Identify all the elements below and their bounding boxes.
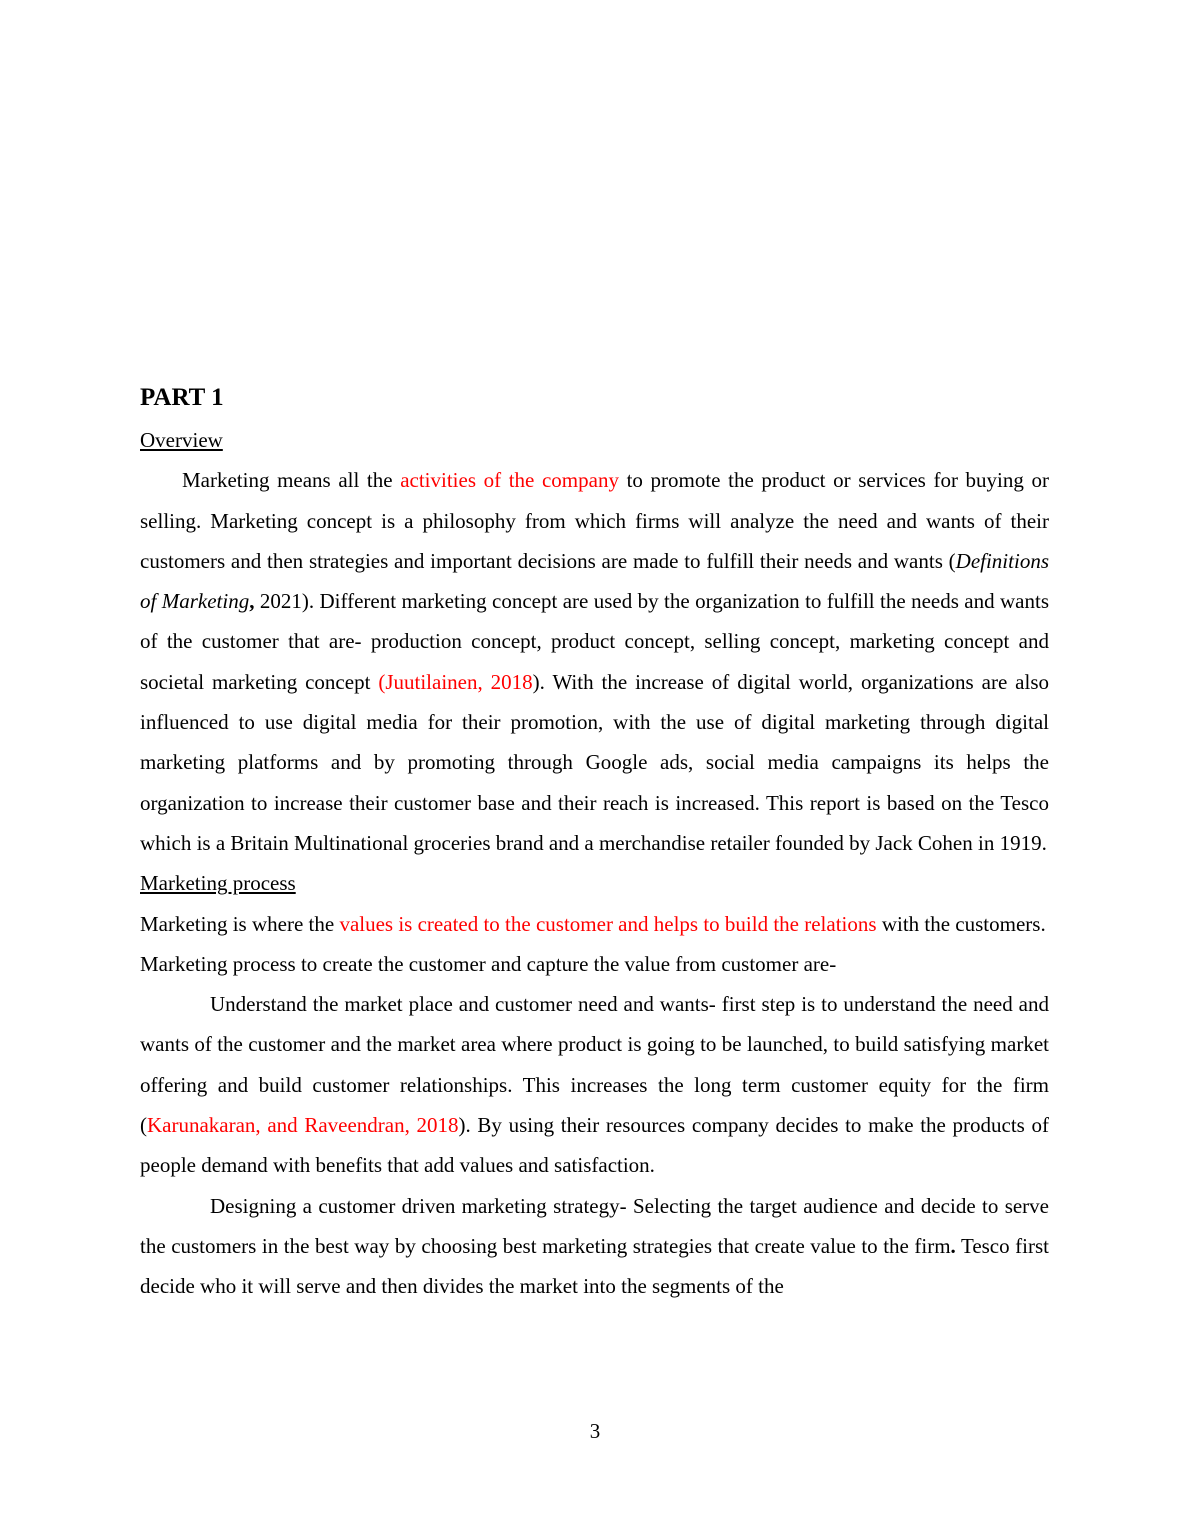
bold-period: . [950,1233,956,1258]
highlighted-text: values is created to the customer and helps to build the relations [339,911,877,936]
text-run: ). By using their resources company decides to make the products of people demand with benefits that add values and satisfaction. [140,1113,1049,1178]
text-run: Marketing means all the [182,468,401,493]
text-run: Tesco first decide who it will serve and then divides the market into the segments of the [140,1233,1049,1299]
citation-juutilainen: (Juutilainen, 2018 [378,669,533,694]
understand-market-paragraph [140,984,1049,1185]
text-run: with the customers. Marketing process to create the customer and capture the value from customer are- [140,911,1046,976]
section-heading: PART 1 [140,384,224,411]
marketing-process-intro-paragraph [140,904,1049,985]
overview-subheading: Overview [140,428,223,452]
page-content [140,378,1049,1307]
citation-karunakaran: Karunakaran, and Raveendran, 2018 [147,1113,459,1138]
text-run: Marketing is where the [140,911,340,936]
text-run: ). With the increase of digital world, organizations are also influenced to use digital media for their promotion, with the use of digital marketing through digital marketing platforms and by promoting through Google ads, social media campaigns its helps the organization to increase their customer base and their reach is increased. This report is based on the Tesco which is a Britain Multinational groceries brand and a merchandise retailer founded by Jack Cohen in 1919. [140,669,1050,855]
highlighted-text: activities of the company [400,468,619,493]
marketing-process-subheading: Marketing process [140,871,296,896]
text-run: Understand the market place and customer need and wants- first step is to understand the need and wants of the customer and the market area where product is going to be launched, to build satisfying market offering and build customer relationships. This increases the long term customer equity for the firm ( [140,992,1049,1138]
overview-paragraph [140,460,1049,863]
italic-citation-title: Definitions of Marketing [140,548,1049,614]
strategy-paragraph [140,1186,1049,1307]
bold-comma: , [249,589,255,614]
text-run: Designing a customer driven marketing strategy- Selecting the target audience and decide to serve the customers in the best way by choosing best marketing strategies that create value to the firm [140,1193,1049,1258]
text-run: 2021). Different marketing concept are used by the organization to fulfill the needs and wants of the customer that are- production concept, product concept, selling concept, marketing concept and societal marketing concept [140,589,1050,694]
page-number: 3 [589,1419,601,1443]
text-run: to promote the product or services for buying or selling. Marketing concept is a philosophy from which firms will analyze the need and wants of their customers and then strategies and important decisions are made to fulfill their needs and wants ( [140,468,1049,573]
